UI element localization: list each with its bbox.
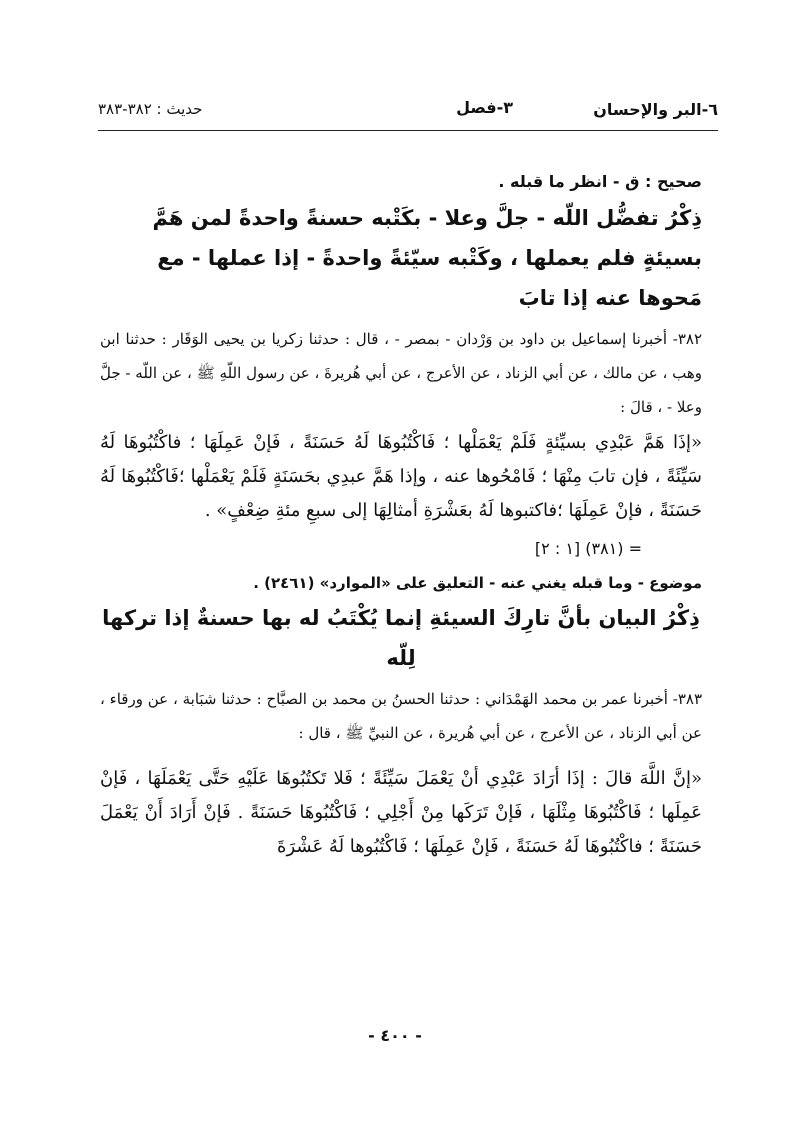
chapter-title-383: ذِكْرُ البيان بأنَّ تارِكَ السيئةِ إنما يُكْتَبُ له بها حسنةٌ إذا تركها لِلّه: [102, 606, 700, 670]
isnad-383: ٣٨٣- أخبرنا عمر بن محمد الهَمْدَاني : حدثنا الحسنُ بن محمد بن الصبَّاح : حدثنا شبَابة ، عن ورقاء ، عن أبي الزناد ، عن الأعرج ، عن أبي هُريرة ، عن النبيِّ ﷺ ، قال :: [100, 690, 702, 742]
isnad-382: ٣٨٢- أخبرنا إسماعيل بن داود بن وَرْدان - بمصر - ، قال : حدثنا زكريا بن يحيى الوَقَار : حدثنا ابن وهب ، عن مالك ، عن أبي الزناد ، عن الأعرج ، عن أبي هُريرةَ ، عن رسول اللّهِ ﷺ ، عن اللّه - جلَّ وعلا - ، قالَ :: [100, 330, 702, 416]
running-header: [98, 96, 718, 122]
paragraph-gap: [100, 750, 702, 760]
header-rule: [98, 130, 718, 131]
header-section: ٣-فصل: [456, 98, 513, 117]
previous-hadith-grade: صحيح : ق - انظر ما قبله .: [498, 172, 702, 191]
page-body: [100, 168, 702, 864]
matn-383: «إنَّ اللَّهَ قالَ : إذَا أرَادَ عَبْدِي أنْ يَعْمَلَ سَيِّئَةً ؛ فَلا تَكتُبُوهَا عَلَيْهِ حَتَّى يَعْمَلَهَا ، فَإنْ عَمِلَها ؛ فَاكْتُبُوهَا مِثْلَهَا ، فَإنْ تَرَكَها مِنْ أَجْلِي ؛ فَاكْتُبُوهَا حَسَنَةً . فَإنْ أَرَادَ أَنْ يَعْمَلَ حَسَنَةً ؛ فاكْتُبُوهَا لَهُ حَسَنَةً ، فَإنْ عَمِلَهَا ؛ فَاكْتُبُوها لَهُ عَشْرَةَ: [100, 768, 702, 857]
header-chapter: ٦-البر والإحسان: [593, 99, 718, 119]
matn-382: «إذَا هَمَّ عَبْدِي بسيِّئةٍ فَلَمْ يَعْمَلْها ؛ فَاكْتُبُوهَا لَهُ حَسَنَةً ، فَإنْ عَمِلَهَا ؛ فاكْتُبُوهَا لَهُ سَيِّئَةً ، فإن تابَ مِنْهَا ؛ فَامْحُوها عنه ، وإذا هَمَّ عبدِي بحَسَنَةٍ فَلَمْ يَعْمَلْها ؛فَاكْتُبُوهَا لَهُ حَسَنَةً ، فإنْ عَمِلَهَا ؛فاكتبوها لَهُ بعَشْرَةِ أمثالِهَا إلى سبعِ مئةِ ضِعْفٍ» .: [100, 432, 702, 521]
page-number: - ٤٠٠ -: [368, 1026, 422, 1045]
chapter-title-382: ذِكْرُ تفضُّل اللّه - جلَّ وعلا - بكَتْبه حسنةً واحدةً لمن هَمَّ بسيئةٍ فلم يعملها ، وكَتْبه سيّئةً واحدةً - إذا عملها - مع مَحوها عنه إذا تابَ: [152, 206, 702, 310]
grade-note-382: موضوع - وما قبله يغني عنه - التعليق على «الموارد» (٢٤٦١) .: [253, 574, 702, 592]
header-hadith-range: حديث : ٣٨٢-٣٨٣: [98, 100, 203, 118]
cross-reference-382: = (٣٨١) [١ : ٢]: [534, 539, 642, 558]
